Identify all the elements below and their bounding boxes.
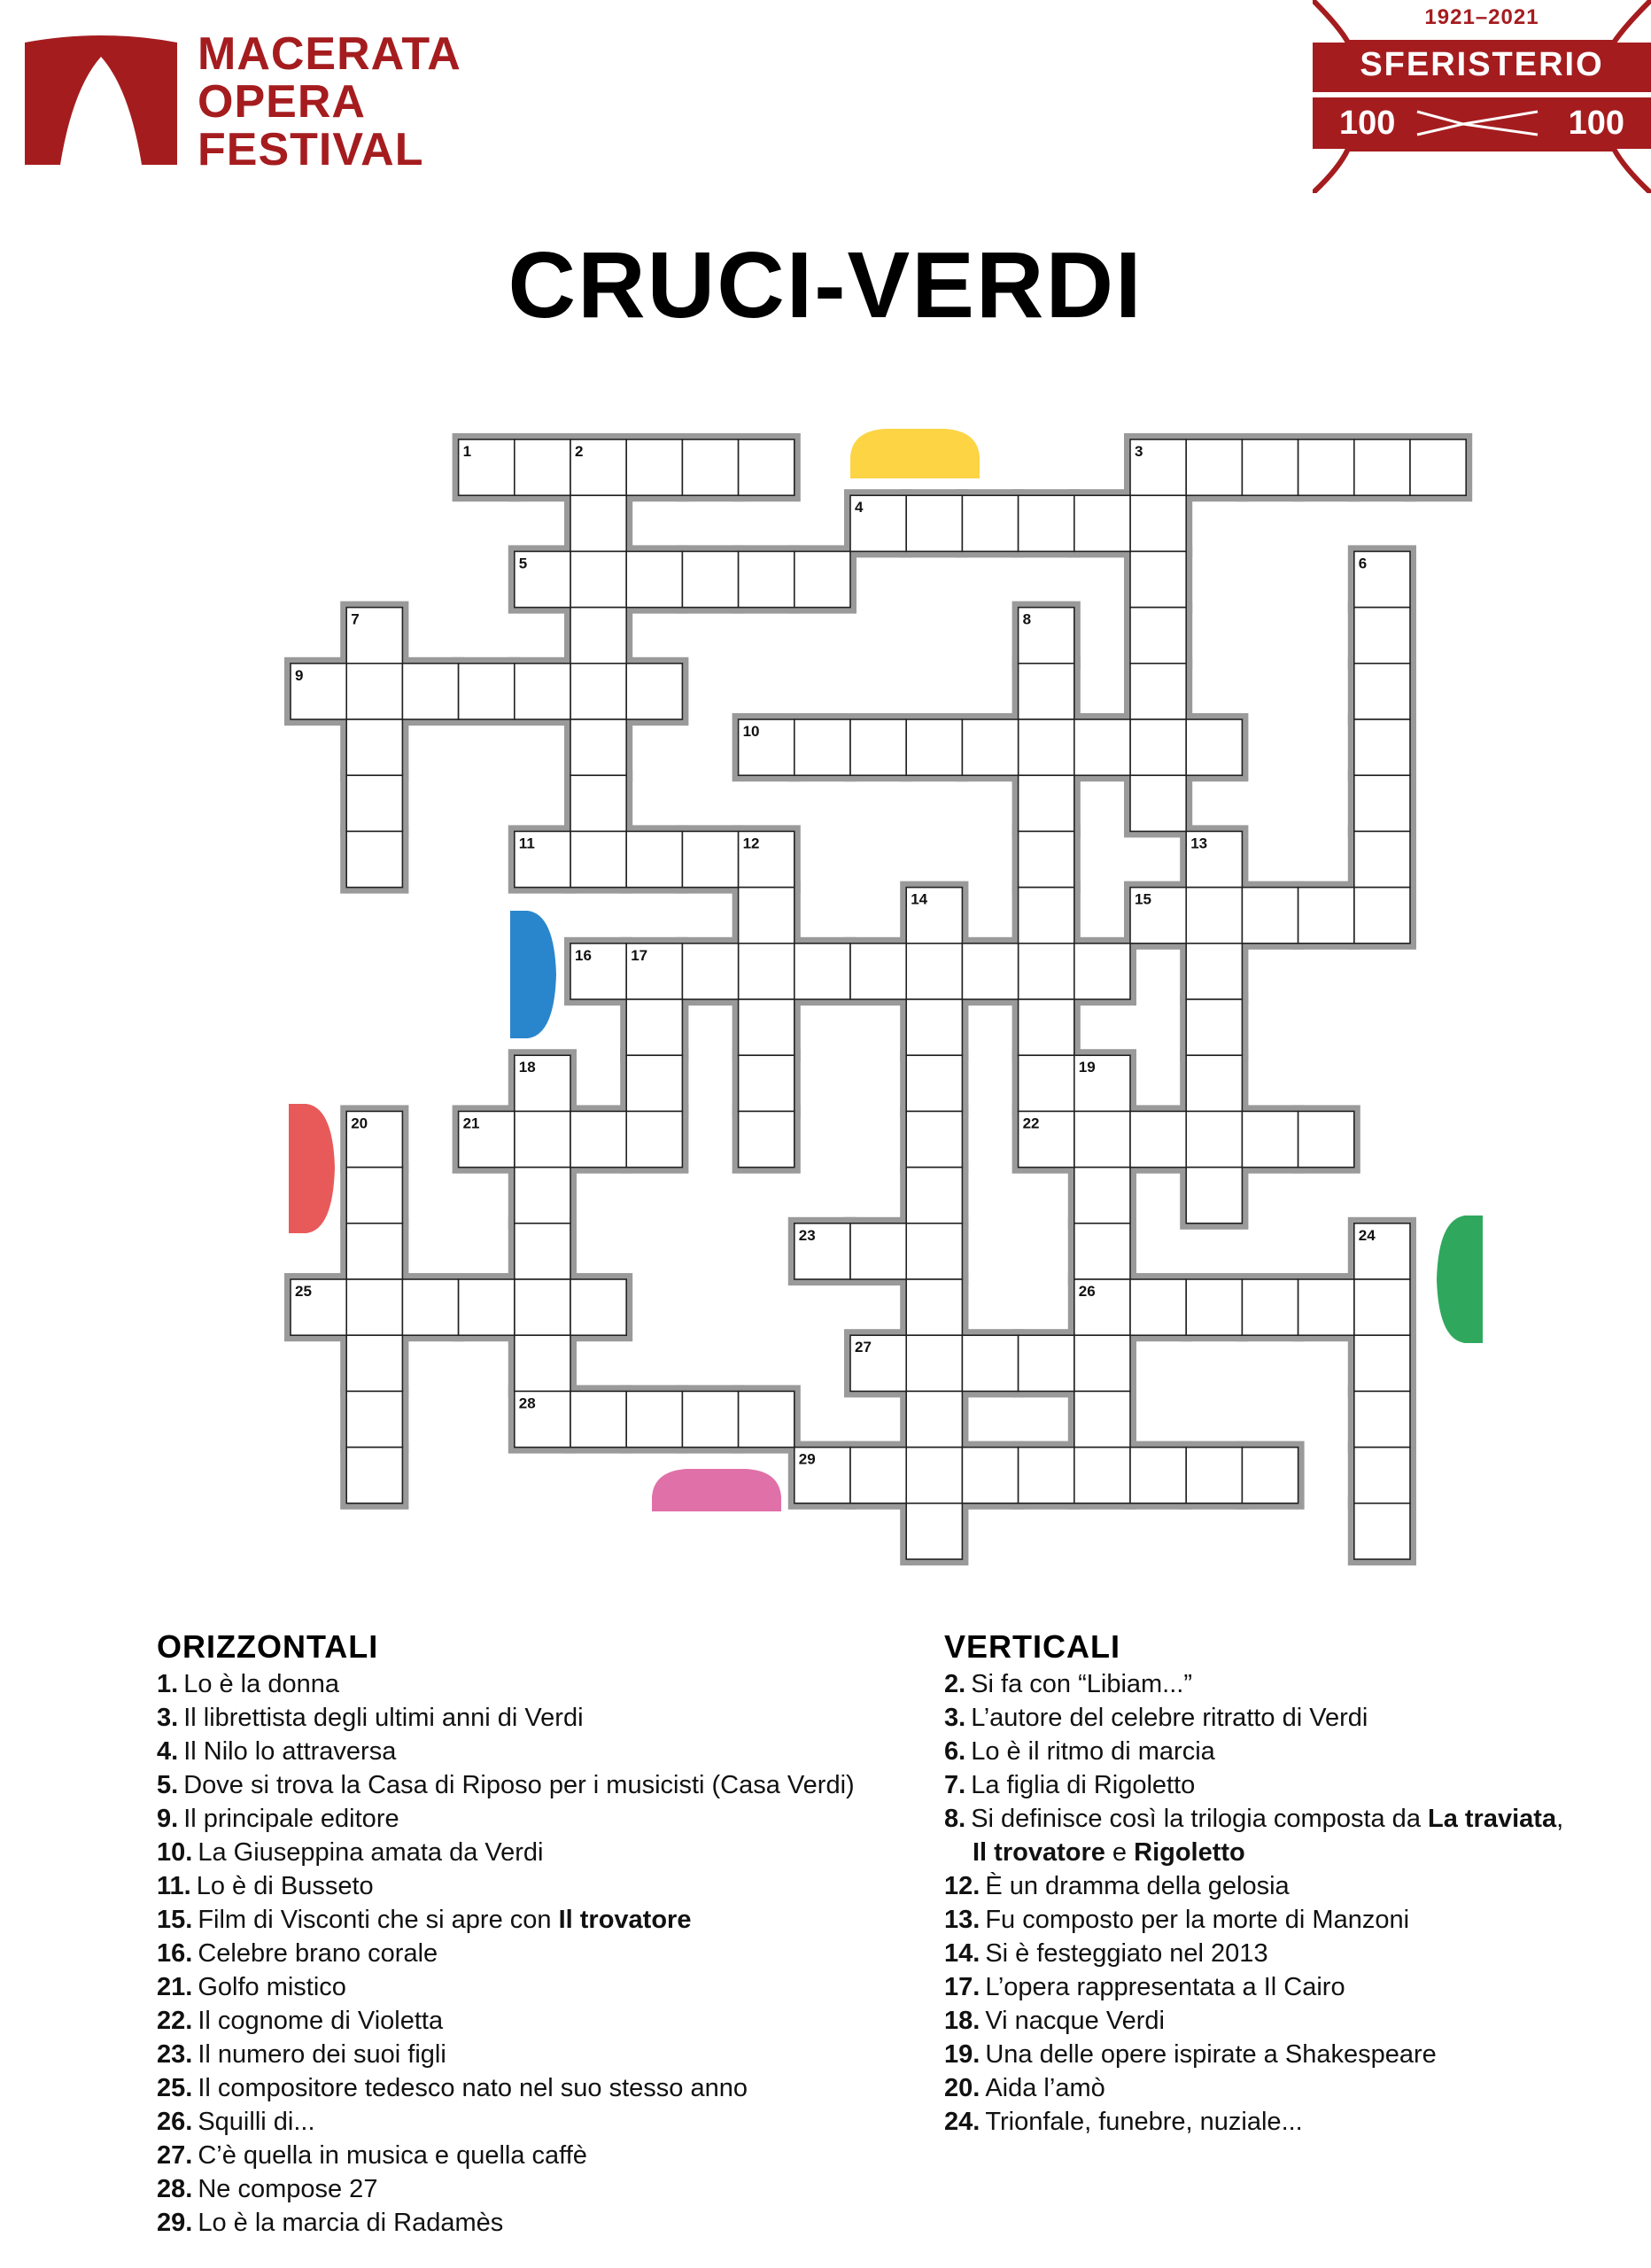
clue-number-8: 8: [1022, 610, 1032, 628]
across-clue-16: [157, 1937, 883, 1970]
crossword-cell[interactable]: [402, 664, 458, 719]
crossword-cell[interactable]: [1354, 1448, 1410, 1503]
clue-number: 14.: [944, 1939, 981, 1968]
clue-number: 22.: [157, 2007, 193, 2035]
badge-number-right: 100: [1568, 105, 1624, 142]
crossword-cell[interactable]: [570, 551, 626, 607]
crossword-cell[interactable]: [906, 1279, 962, 1335]
clue-number-17: 17: [631, 946, 648, 964]
across-clue-11: [157, 1869, 883, 1903]
crossword-cell[interactable]: [1242, 1111, 1298, 1167]
crossword-cell[interactable]: [515, 1223, 570, 1279]
clue-text: L’autore del celebre ritratto di Verdi: [971, 1704, 1368, 1732]
crossword-cell[interactable]: [570, 664, 626, 719]
crossword-cell[interactable]: [1186, 944, 1242, 999]
crossword-cell[interactable]: [1074, 1391, 1130, 1447]
crossword-cell[interactable]: [1298, 439, 1354, 495]
crossword-cell[interactable]: [962, 719, 1018, 775]
clue-number-29: 29: [798, 1450, 816, 1468]
logo-line-3: FESTIVAL: [198, 124, 424, 175]
clue-number: 19.: [944, 2040, 981, 2069]
clue-number-11: 11: [518, 835, 535, 852]
crossword-cell[interactable]: [626, 551, 682, 607]
crossword-cell[interactable]: [1130, 664, 1186, 719]
crossword-cell[interactable]: [739, 1111, 794, 1167]
crossword-cell[interactable]: [1074, 1223, 1130, 1279]
crossword-cell[interactable]: [1354, 888, 1410, 944]
crossword-cell[interactable]: [515, 664, 570, 719]
across-clue-25: [157, 2071, 883, 2105]
clue-text: Lo è la donna: [183, 1670, 339, 1698]
crossword-cell[interactable]: [1186, 1111, 1242, 1167]
clue-text: Si fa con “Libiam...”: [971, 1670, 1193, 1698]
crossword-cell[interactable]: [1019, 1335, 1074, 1391]
clue-text: È un dramma della gelosia: [985, 1872, 1290, 1900]
across-clue-15: [157, 1903, 883, 1937]
clue-number-24: 24: [1358, 1226, 1376, 1244]
crossword-cell[interactable]: [682, 551, 738, 607]
clue-number: 5.: [157, 1771, 179, 1799]
crossword-cell[interactable]: [1130, 719, 1186, 775]
clue-text: Dove si trova la Casa di Riposo per i musicisti (Casa Verdi): [183, 1771, 855, 1799]
crossword-cell[interactable]: [1186, 439, 1242, 495]
clue-number-22: 22: [1022, 1115, 1040, 1132]
clue-number: 20.: [944, 2074, 981, 2102]
crossword-cell[interactable]: [850, 1223, 906, 1279]
crossword-cell[interactable]: [570, 495, 626, 551]
crossword-cell[interactable]: [906, 1448, 962, 1503]
crossword-cell[interactable]: [962, 1448, 1018, 1503]
crossword-cell[interactable]: [346, 1279, 402, 1335]
crossword-cell[interactable]: [459, 1279, 515, 1335]
crossword-cell[interactable]: [794, 551, 850, 607]
clue-text: La Giuseppina amata da Verdi: [198, 1838, 544, 1867]
clue-number: 18.: [944, 2007, 981, 2035]
clue-number: 26.: [157, 2108, 193, 2136]
crossword-cell[interactable]: [1186, 888, 1242, 944]
across-clue-26: [157, 2105, 883, 2139]
crossword-cell[interactable]: [1130, 608, 1186, 664]
clue-text: Lo è la marcia di Radamès: [198, 2209, 504, 2237]
down-clue-2: [944, 1667, 1635, 1701]
crossword-cell[interactable]: [906, 1223, 962, 1279]
crossword-cell[interactable]: [570, 1111, 626, 1167]
red-tab-icon: [289, 1104, 335, 1233]
clue-number-5: 5: [518, 555, 528, 572]
crossword-cell[interactable]: [962, 944, 1018, 999]
clue-text: Si è festeggiato nel 2013: [985, 1939, 1268, 1968]
clue-number: 25.: [157, 2074, 193, 2102]
across-clue-28: [157, 2172, 883, 2206]
badge-number-left: 100: [1339, 105, 1396, 142]
clue-number-19: 19: [1078, 1059, 1096, 1076]
crossword-cell[interactable]: [515, 1335, 570, 1391]
crossword-cell[interactable]: [626, 999, 682, 1055]
clue-number-15: 15: [1135, 890, 1151, 908]
clue-bold-text: La traviata: [1428, 1805, 1557, 1833]
crossword-cell[interactable]: [739, 1391, 794, 1447]
clue-number: 12.: [944, 1872, 981, 1900]
crossword-cell[interactable]: [906, 944, 962, 999]
crossword-cell[interactable]: [570, 719, 626, 775]
clue-text: La figlia di Rigoletto: [971, 1771, 1196, 1799]
crossword-cell[interactable]: [739, 944, 794, 999]
across-clue-21: [157, 1970, 883, 2004]
across-clue-list: [157, 1667, 883, 2240]
crossword-cell[interactable]: [739, 1055, 794, 1111]
clue-number: 21.: [157, 1973, 193, 2001]
down-clue-list: [944, 1667, 1635, 2139]
down-clue-18: [944, 2004, 1635, 2038]
clue-number-7: 7: [351, 610, 360, 628]
crossword-cell[interactable]: [570, 775, 626, 831]
crossword-cell[interactable]: [906, 1335, 962, 1391]
clue-text: Il Nilo lo attraversa: [183, 1737, 397, 1766]
clue-number-20: 20: [351, 1115, 368, 1132]
crossword-cell[interactable]: [346, 719, 402, 775]
crossword-cell[interactable]: [346, 1223, 402, 1279]
crossword-cell[interactable]: [962, 1335, 1018, 1391]
crossword-cell[interactable]: [739, 999, 794, 1055]
clue-number-12: 12: [742, 835, 760, 852]
crossword-cell[interactable]: [1019, 999, 1074, 1055]
down-clues: [944, 1628, 1635, 2139]
crossword-cell[interactable]: [570, 608, 626, 664]
crossword-cell[interactable]: [1298, 888, 1354, 944]
crossword-cell[interactable]: [1354, 1335, 1410, 1391]
clue-bold-text: Rigoletto: [1134, 1838, 1245, 1867]
crossword-cell[interactable]: [515, 1168, 570, 1223]
down-clue-17: [944, 1970, 1635, 2004]
crossword-cell[interactable]: [1074, 1335, 1130, 1391]
crossword-cell[interactable]: [1354, 439, 1410, 495]
crossword-cell[interactable]: [402, 1279, 458, 1335]
crossword-cell[interactable]: [1354, 831, 1410, 887]
crossword-cell[interactable]: [346, 1448, 402, 1503]
crossword-cell[interactable]: [1019, 775, 1074, 831]
across-clue-9: [157, 1802, 883, 1836]
down-clue-20: [944, 2071, 1635, 2105]
crossword-cell[interactable]: [739, 888, 794, 944]
across-clue-27: [157, 2139, 883, 2172]
down-clue-19: [944, 2038, 1635, 2071]
crossword-cell[interactable]: [1130, 1111, 1186, 1167]
clue-text: Ne compose 27: [198, 2175, 378, 2203]
clue-number-16: 16: [575, 946, 592, 964]
crossword-cell[interactable]: [1074, 1448, 1130, 1503]
crossword-cell[interactable]: [346, 664, 402, 719]
crossword-cell[interactable]: [906, 1168, 962, 1223]
crossword-cell[interactable]: [1298, 1111, 1354, 1167]
crossword-cell[interactable]: [682, 439, 738, 495]
crossword-cell[interactable]: [1242, 439, 1298, 495]
crossword-cell[interactable]: [1242, 1448, 1298, 1503]
page-title: CRUCI-VERDI: [508, 233, 1143, 338]
clue-text: Il cognome di Violetta: [198, 2007, 444, 2035]
clue-text: Il compositore tedesco nato nel suo stesso anno: [198, 2074, 748, 2102]
crossword-cell[interactable]: [515, 1279, 570, 1335]
clue-number-21: 21: [462, 1115, 480, 1132]
crossword-cell[interactable]: [739, 439, 794, 495]
crossword-cell[interactable]: [1019, 719, 1074, 775]
clue-number-3: 3: [1135, 443, 1143, 460]
clue-number-4: 4: [855, 499, 864, 517]
logo-line-2: OPERA: [198, 76, 366, 128]
down-heading: VERTICALI: [944, 1628, 1121, 1665]
down-clue-14: [944, 1937, 1635, 1970]
across-clue-5: [157, 1768, 883, 1802]
crossword-cell[interactable]: [346, 775, 402, 831]
crossword-cell[interactable]: [1354, 1503, 1410, 1559]
clue-text: Il librettista degli ultimi anni di Verdi: [183, 1704, 584, 1732]
crossword-cell[interactable]: [906, 1111, 962, 1167]
crossword-cell[interactable]: [1186, 999, 1242, 1055]
clue-number: 27.: [157, 2141, 193, 2170]
across-clues: [157, 1628, 883, 2240]
clue-number-23: 23: [798, 1226, 816, 1244]
crossword-cell[interactable]: [1354, 1279, 1410, 1335]
crossword-cell[interactable]: [1019, 664, 1074, 719]
crossword-cell[interactable]: [906, 999, 962, 1055]
crossword-cell[interactable]: [1130, 1279, 1186, 1335]
clue-text: Si definisce così la trilogia composta da: [971, 1805, 1428, 1833]
clue-number: 28.: [157, 2175, 193, 2203]
crossword-cell[interactable]: [626, 1055, 682, 1111]
crossword-cell[interactable]: [626, 439, 682, 495]
clue-number-6: 6: [1358, 555, 1368, 572]
crossword-cell[interactable]: [1354, 719, 1410, 775]
clue-bold-text: Il trovatore: [973, 1838, 1105, 1867]
across-clue-10: [157, 1836, 883, 1869]
clue-number: 10.: [157, 1838, 193, 1867]
down-clue-7: [944, 1768, 1635, 1802]
crossword-cell[interactable]: [1130, 551, 1186, 607]
clue-number: 17.: [944, 1973, 981, 2001]
across-clue-22: [157, 2004, 883, 2038]
crossword-cell[interactable]: [1019, 495, 1074, 551]
clue-number-9: 9: [295, 666, 304, 684]
crossword-cell[interactable]: [346, 1168, 402, 1223]
crossword-cell[interactable]: [906, 719, 962, 775]
crossword-cell[interactable]: [1354, 608, 1410, 664]
across-clue-3: [157, 1701, 883, 1735]
clue-number-26: 26: [1078, 1283, 1096, 1300]
crossword-cell[interactable]: [1186, 1168, 1242, 1223]
crossword-cell[interactable]: [906, 1055, 962, 1111]
clue-number: 4.: [157, 1737, 179, 1766]
crossword-cell[interactable]: [626, 1391, 682, 1447]
clue-number-10: 10: [742, 723, 760, 740]
clue-text: Celebre brano corale: [198, 1939, 438, 1968]
crossword-cell[interactable]: [739, 551, 794, 607]
clue-number: 6.: [944, 1737, 966, 1766]
yellow-tab-icon: [850, 429, 980, 478]
crossword-cell[interactable]: [346, 831, 402, 887]
clue-number-27: 27: [855, 1339, 872, 1356]
crossword-cell[interactable]: [1410, 439, 1466, 495]
down-clue-6: [944, 1735, 1635, 1768]
crossword-cell[interactable]: [1019, 831, 1074, 887]
crossword-cell[interactable]: [1130, 775, 1186, 831]
crossword-cell[interactable]: [1074, 1168, 1130, 1223]
crossword-cell[interactable]: [626, 664, 682, 719]
crossword-cell[interactable]: [962, 495, 1018, 551]
crossword-cell[interactable]: [1242, 1279, 1298, 1335]
clue-number: 13.: [944, 1906, 981, 1934]
clue-number: 15.: [157, 1906, 193, 1934]
clue-text: Squilli di...: [198, 2108, 315, 2136]
crossword-cell[interactable]: [682, 831, 738, 887]
crossword-cell[interactable]: [570, 831, 626, 887]
clue-number-28: 28: [518, 1394, 536, 1412]
clue-number: 24.: [944, 2108, 981, 2136]
crossword-cells: [291, 439, 1466, 1559]
crossword-cell[interactable]: [906, 495, 962, 551]
crossword-cell[interactable]: [1019, 944, 1074, 999]
clue-number-14: 14: [911, 890, 928, 908]
across-heading: ORIZZONTALI: [157, 1628, 379, 1665]
clue-text: Il numero dei suoi figli: [198, 2040, 446, 2069]
clue-number: 3.: [944, 1704, 966, 1732]
across-clue-4: [157, 1735, 883, 1768]
pink-tab-icon: [652, 1469, 781, 1511]
crossword-cell[interactable]: [1186, 1448, 1242, 1503]
crossword-cell[interactable]: [515, 439, 570, 495]
crossword-cell[interactable]: [346, 1391, 402, 1447]
badge-years: 1921–2021: [1424, 5, 1539, 29]
crossword-cell[interactable]: [1130, 1448, 1186, 1503]
crossword-cell[interactable]: [1074, 719, 1130, 775]
crossword-cell[interactable]: [570, 1391, 626, 1447]
crossword-cell[interactable]: [1242, 888, 1298, 944]
clue-bold-text: Il trovatore: [558, 1906, 692, 1934]
crossword-cell[interactable]: [1354, 775, 1410, 831]
crossword-cell[interactable]: [850, 719, 906, 775]
crossword-cell[interactable]: [1186, 1055, 1242, 1111]
crossword-cell[interactable]: [1186, 1279, 1242, 1335]
across-clue-23: [157, 2038, 883, 2071]
down-clue-24: [944, 2105, 1635, 2139]
crossword-cell[interactable]: [1186, 719, 1242, 775]
down-clue-8: 8. Si definisce così la trilogia composta da La traviata,: [944, 1805, 1564, 1833]
across-clue-1: [157, 1667, 883, 1701]
clue-number: 16.: [157, 1939, 193, 1968]
across-clue-29: [157, 2206, 883, 2240]
clue-number: 9.: [157, 1805, 179, 1833]
crossword-cell[interactable]: [1298, 1279, 1354, 1335]
clue-text: Golfo mistico: [198, 1973, 346, 2001]
clue-text: Trionfale, funebre, nuziale...: [985, 2108, 1303, 2136]
clue-text: Lo è il ritmo di marcia: [971, 1737, 1215, 1766]
down-clue-12: [944, 1869, 1635, 1903]
down-clue-cont: Il trovatore e Rigoletto: [973, 1838, 1245, 1867]
clue-text: Vi nacque Verdi: [985, 2007, 1165, 2035]
clue-number: 23.: [157, 2040, 193, 2069]
clue-number-2: 2: [575, 443, 584, 460]
crossword-cell[interactable]: [794, 944, 850, 999]
crossword-cell[interactable]: [850, 1448, 906, 1503]
clue-number: 8.: [944, 1805, 966, 1833]
clue-number: 7.: [944, 1771, 966, 1799]
green-tab-icon: [1437, 1216, 1483, 1343]
crossword-cell[interactable]: [515, 1111, 570, 1167]
clue-number: 11.: [157, 1872, 191, 1900]
clue-text: Film di Visconti che si apre con: [198, 1906, 559, 1934]
clue-number-1: 1: [462, 443, 472, 460]
crossword-cell[interactable]: [626, 831, 682, 887]
clue-text: L’opera rappresentata a Il Cairo: [985, 1973, 1345, 2001]
clue-number: 3.: [157, 1704, 179, 1732]
clue-number-13: 13: [1190, 835, 1208, 852]
crossword-cell[interactable]: [906, 1391, 962, 1447]
crossword-cell[interactable]: [1354, 664, 1410, 719]
crossword-cell[interactable]: [626, 1111, 682, 1167]
crossword-cell[interactable]: [459, 664, 515, 719]
crossword-cell[interactable]: [794, 719, 850, 775]
crossword-cell[interactable]: [1019, 888, 1074, 944]
crossword-cell[interactable]: [1019, 1055, 1074, 1111]
clue-text: Una delle opere ispirate a Shakespeare: [985, 2040, 1437, 2069]
logo-line-1: MACERATA: [198, 28, 461, 80]
crossword-cell[interactable]: [1074, 495, 1130, 551]
crossword-cell[interactable]: [1354, 1391, 1410, 1447]
crossword-cell[interactable]: [850, 944, 906, 999]
crossword-cell[interactable]: [682, 1391, 738, 1447]
crossword-cell[interactable]: [682, 944, 738, 999]
crossword-cell[interactable]: [1130, 495, 1186, 551]
crossword-cell[interactable]: [1074, 1111, 1130, 1167]
crossword-cell[interactable]: [1074, 944, 1130, 999]
clue-text: Lo è di Busseto: [196, 1872, 374, 1900]
clue-text: Fu composto per la morte di Manzoni: [985, 1906, 1410, 1934]
clue-number-25: 25: [295, 1283, 312, 1300]
blue-tab-icon: [510, 911, 556, 1038]
crossword-cell[interactable]: [1019, 1448, 1074, 1503]
clue-number: 29.: [157, 2209, 193, 2237]
clue-text: Aida l’amò: [985, 2074, 1105, 2102]
down-clue-13: [944, 1903, 1635, 1937]
crossword-cell[interactable]: [346, 1335, 402, 1391]
clue-number: 2.: [944, 1670, 966, 1698]
crossword-cell[interactable]: [906, 1503, 962, 1559]
badge-name: SFERISTERIO: [1360, 46, 1604, 83]
clue-text: Il principale editore: [183, 1805, 399, 1833]
down-clue-3: [944, 1701, 1635, 1735]
clue-text: C’è quella in musica e quella caffè: [198, 2141, 587, 2170]
clue-number: 1.: [157, 1670, 179, 1698]
clue-number-18: 18: [518, 1059, 536, 1076]
crossword-cell[interactable]: [570, 1279, 626, 1335]
